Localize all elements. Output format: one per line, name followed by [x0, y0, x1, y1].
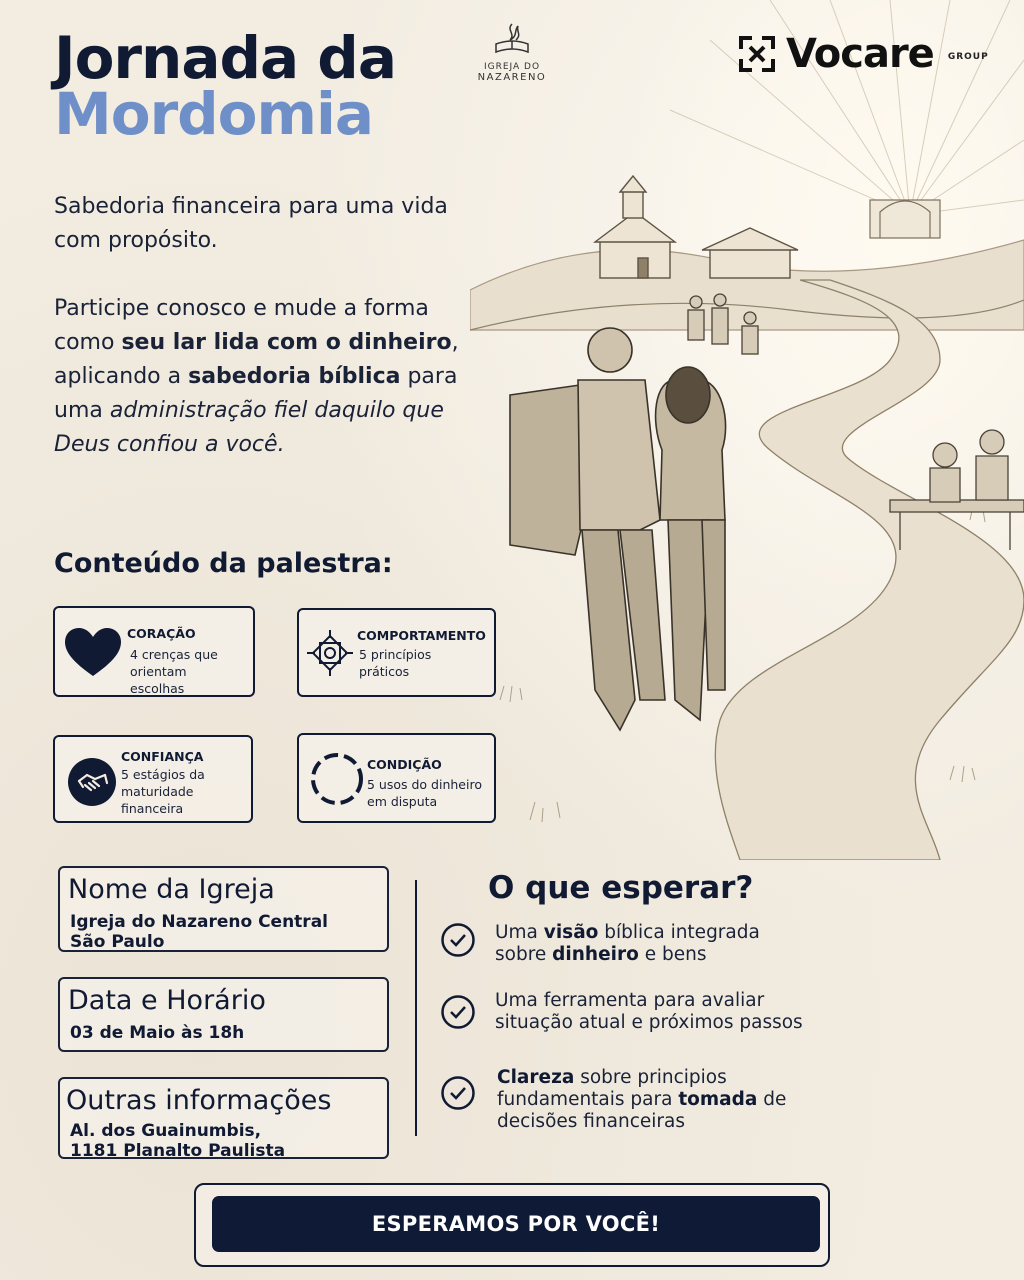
other-info-value: Al. dos Guainumbis, 1181 Planalto Paulista [70, 1121, 286, 1161]
intro-bold-home: seu lar lida com o dinheiro [121, 330, 452, 355]
flame-book-icon [492, 22, 532, 56]
intro-italic: administração fiel daquilo que Deus confiou a você. [54, 398, 444, 457]
card-desc: 5 princípios práticos [359, 647, 432, 679]
card-desc: 5 estágios da maturidade financeira [121, 767, 205, 816]
dashed-circle-icon [309, 751, 365, 807]
t-bold: tomada [678, 1089, 758, 1110]
expect-item-text: Uma ferramenta para avaliar situação atual e próximos passos [495, 990, 803, 1033]
tagline: Sabedoria financeira para uma vida com propósito. [54, 194, 448, 253]
expect-item [440, 1067, 820, 1137]
card-title: CONDIÇÃO [367, 757, 442, 772]
church-name-label: Nome da Igreja [68, 874, 275, 905]
pattern-icon [305, 628, 355, 678]
expect-item [440, 922, 820, 972]
vocare-mark-icon [738, 35, 776, 73]
church-name-box [58, 866, 389, 952]
cta-button[interactable]: ESPERAMOS POR VOCÊ! [212, 1196, 820, 1252]
datetime-label: Data e Horário [68, 985, 266, 1016]
intro-start: Participe conosco e mude a forma como [54, 296, 429, 355]
datetime-box [58, 977, 389, 1052]
intro-after: para uma [54, 364, 458, 423]
t-bold: Clareza [497, 1067, 575, 1088]
intro-paragraph [54, 292, 494, 462]
other-info-label: Outras informações [66, 1085, 332, 1116]
t: sobre principios fundamentais para [497, 1067, 727, 1110]
t-bold: dinheiro [552, 944, 639, 965]
expect-item [440, 990, 820, 1040]
content-section-title: Conteúdo da palestra: [54, 548, 393, 579]
t: bíblica integrada sobre [495, 922, 760, 965]
datetime-value: 03 de Maio às 18h [70, 1023, 245, 1043]
t: Uma [495, 922, 544, 943]
brand-name: Vocare [786, 31, 934, 77]
title-line-2: Mordomia [54, 80, 373, 148]
intro-mid: , aplicando a [54, 330, 459, 389]
intro-text [54, 190, 494, 496]
card-desc: 4 crenças que orientam escolhas [130, 647, 218, 696]
card-title: CORAÇÃO [127, 626, 196, 641]
page-title [54, 24, 396, 148]
handshake-icon [67, 757, 117, 807]
title-line-1: Jornada da [54, 24, 396, 92]
expect-item-text [495, 922, 815, 966]
church-logo-line1: IGREJA DO [483, 62, 541, 72]
church-name-value: Igreja do Nazareno Central São Paulo [70, 912, 328, 952]
expect-item-text [497, 1067, 797, 1133]
check-circle-icon [440, 1075, 476, 1111]
divider-line [415, 880, 417, 1136]
card-title: COMPORTAMENTO [357, 628, 486, 643]
t: de decisões financeiras [497, 1089, 787, 1132]
other-info-box [58, 1077, 389, 1159]
brand-suffix: GROUP [947, 52, 989, 62]
heart-icon [63, 626, 123, 680]
vocare-logo [738, 30, 989, 78]
topic-card-comportamento [297, 608, 496, 697]
church-logo-line2: NAZARENO [477, 72, 547, 83]
card-desc: 5 usos do dinheiro em disputa [367, 777, 482, 809]
card-title: CONFIANÇA [121, 749, 204, 764]
topic-card-coracao [53, 606, 255, 697]
check-circle-icon [440, 922, 476, 958]
expect-title: O que esperar? [488, 870, 754, 906]
t-bold: visão [543, 922, 599, 943]
intro-bold-wisdom: sabedoria bíblica [188, 364, 401, 389]
t: e bens [638, 944, 707, 965]
church-logo [470, 22, 554, 83]
topic-card-confianca [53, 735, 253, 823]
check-circle-icon [440, 994, 476, 1030]
sketch-illustration [470, 0, 1024, 860]
topic-card-condicao [297, 733, 496, 823]
